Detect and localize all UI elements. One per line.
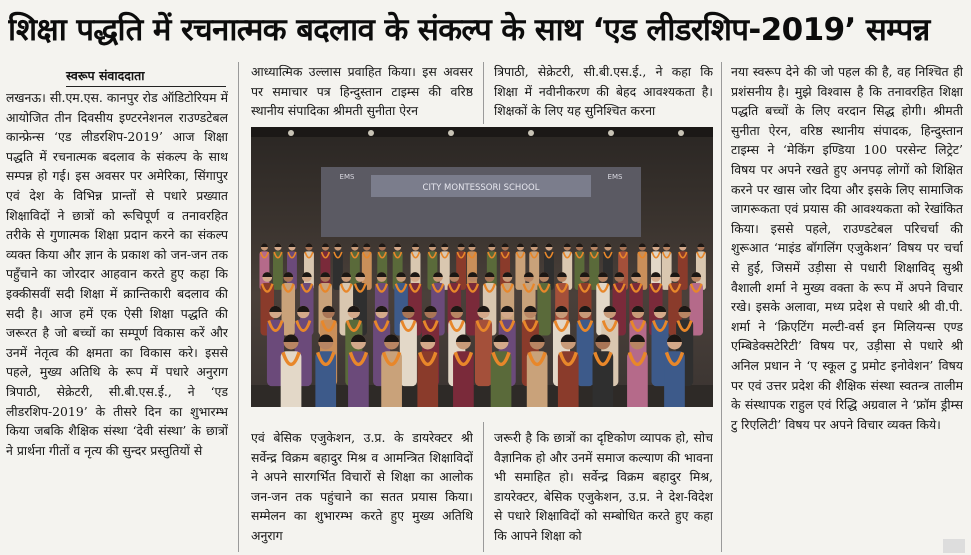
column-rule <box>238 62 239 552</box>
person-hair <box>441 243 448 247</box>
person-hair <box>305 243 312 247</box>
person-hair <box>697 243 704 247</box>
person-hair <box>564 243 571 247</box>
person-hair <box>604 243 611 247</box>
column-text: आध्यात्मिक उल्लास प्रवाहित किया। इस अवसर पर समाचार पत्र हिन्दुस्तान टाइम्स की वरिष्ठ स्थानीय संपादिका श्रीमती सुनीता ऐरन <box>251 64 473 119</box>
person-hair <box>379 243 386 247</box>
person-hair <box>652 243 659 247</box>
person-body <box>281 351 302 407</box>
person-hair <box>261 243 268 247</box>
ceiling-lights <box>251 127 713 137</box>
person-hair <box>620 243 627 247</box>
person-hair <box>591 243 598 247</box>
person-hair <box>429 243 436 247</box>
banner-center-text: CITY MONTESSORI SCHOOL <box>422 183 540 193</box>
person-hair <box>322 243 329 247</box>
person-hair <box>517 243 524 247</box>
person-hair <box>412 243 419 247</box>
person-hair <box>351 243 358 247</box>
column-text: लखनऊ। सी.एम.एस. कानपुर रोड ऑडिटोरियम में आयोजित तीन दिवसीय इण्टरनेशनल राउण्डटेबल कान्फ्रेन्स ‘एड लीडरशिप-2019’ आज शिक्षा पद्धति में रचनात्मक बदलाव के संकल्प के साथ सम्पन्न हो गई। इस अवसर पर अमेरिका, सिंगापुर एवं देश के विभिन्न प्रान्तों से पधारे प्रख्यात शिक्षाविदों ने छात्रों को रूचिपूर्ण व तनावरहित तरीके से गुणात्मक शिक्षा प्रदान करने का संकल्प व्यक्त किया और ज्ञान के प्रकाश को जन-जन तक पहुँचाने का जोरदार आहवान करते हुए कहा कि इक्कीसवीं सदी शिक्षा में क्रान्तिकारी बदलाव की सदी है। आज हमें एक ऐसी शिक्षा पद्धति की जरूरत है जो बच्चों का सम्पूर्ण विकास करें और उनमें नेतृत्व की क्षमता का विकास करे। इससे पहले, मुख्य अतिथि के रूप में पधारे अनुराग त्रिपाठी, सेक्रेटरी, सी.बी.एस.ई., ने ‘एड लीडरशिप-2019’ के तीसरे दिन का शुभारम्भ किया जबकि शैक्षिक संस्था ‘देवी संस्था’ के छात्रों ने प्रार्थना गीतों व नृत्य की सुन्दर प्रस्तुतियों से <box>6 90 228 458</box>
person-hair <box>334 243 341 247</box>
person-body <box>527 351 548 407</box>
person-body <box>381 351 402 407</box>
person-hair <box>274 243 281 247</box>
person-body <box>453 351 474 407</box>
person-hair <box>458 243 465 247</box>
column-rule <box>483 62 484 124</box>
byline: स्वरूप संवाददाता <box>66 66 226 87</box>
person-hair <box>488 243 495 247</box>
column-rule <box>721 62 722 552</box>
article-column-1 <box>6 88 228 550</box>
article-column-3-bottom <box>494 428 713 550</box>
article-column-3-top <box>494 62 713 124</box>
person-hair <box>468 243 475 247</box>
column-text: त्रिपाठी, सेक्रेटरी, सी.बी.एस.ई., ने कहा कि शिक्षा में नवीनीकरण की बेहद आवश्यकता है। शिक्षकों के लिए यह सुनिश्चित करना <box>494 64 713 119</box>
crowd <box>259 243 705 407</box>
photo-illustration <box>251 127 713 407</box>
person-hair <box>363 243 370 247</box>
person-hair <box>545 243 552 247</box>
person-body <box>558 351 579 407</box>
person-hair <box>502 243 509 247</box>
person-hair <box>639 243 646 247</box>
person-body <box>315 351 336 407</box>
event-group-photo <box>251 127 713 407</box>
banner-right-text: EMS <box>607 173 623 181</box>
article-column-4 <box>731 62 963 550</box>
column-rule <box>483 422 484 552</box>
article-column-2-top <box>251 62 473 124</box>
column-text: एवं बेसिक एजुकेशन, उ.प्र. के डायरेक्टर श्री सर्वेन्द्र विक्रम बहादुर मिश्र व आमन्त्रित शिक्षाविदों ने अपने सारगर्भित विचारों से शिक्षा का आलोक जन-जन तक पहुंचाने का सतत प्रयास किया। सम्मेलन का शुभारम्भ करते हुए मुख्य अतिथि अनुराग <box>251 430 473 543</box>
headline: शिक्षा पद्धति में रचनात्मक बदलाव के संकल्प के साथ ‘एड लीडरशिप-2019’ सम्पन्न <box>8 12 930 48</box>
person-hair <box>531 243 538 247</box>
article-column-2-bottom <box>251 428 473 550</box>
column-text: नया स्वरूप देने की जो पहल की है, वह निश्चित ही प्रशंसनीय है। मुझे विश्वास है कि तनावरहित शिक्षा पद्धति बच्चों के लिए वरदान सिद्ध होगी। श्रीमती सुनीता ऐरन, वरिष्ठ स्थानीय संपादक, हिन्दुस्तान टाइम्स ने ‘मेकिंग इण्डिया 100 परसेन्ट लिट्रेट’ विषय पर अपने रखते हुए अनपढ़ लोगों को शिक्षित करने पर खास जोर दिया और इसके लिए सामाजिक जागरूकता एवं प्रयास की आवश्यकता को रेखांकित किया। इससे पहले, राउण्डटेबल परिचर्चा की शुरूआत ‘माइंड बॉगलिंग एजुकेशन’ विषय पर चर्चा से हुई, जिसमें उड़ीसा से पधारी शिक्षाविद् सुश्री वैशाली शर्मा ने मुख्य वक्ता के रूप में अपने विचार रखे। इसके अलावा, मध्य प्रदेश से पधारे श्री वी.पी. शर्मा ने ‘क्रिएटिंग मल्टी-वर्स इन मिलियन्स एण्ड एम्बिडेक्सटेरिटी’ विषय पर, उड़ीसा से पधारे श्री अनिल प्रधान ने ‘ए स्कूल टु प्रमोट इनोवेशन’ विषय पर एवं उत्तर प्रदेश की शैक्षिक संस्था स्वतन्त्र तालीम के संस्थापक राहुल एवं रिद्धि अग्रवाल ने ‘फ्रॉम ड्रीम्स टु रिएलिटी’ विषय पर अपने विचार व्यक्त किये। <box>731 64 963 432</box>
person-body <box>348 351 369 407</box>
person-body <box>627 351 648 407</box>
person-hair <box>288 243 295 247</box>
banner-left-text: EMS <box>339 173 355 181</box>
person-hair <box>394 243 401 247</box>
person-body <box>491 351 512 407</box>
person-body <box>417 351 438 407</box>
person-body <box>592 351 613 407</box>
person-hair <box>679 243 686 247</box>
page-corner-mark <box>943 539 965 553</box>
person-hair <box>663 243 670 247</box>
column-text: जरूरी है कि छात्रों का दृष्टिकोण व्यापक हो, सोच वैज्ञानिक हो और उनमें समाज कल्याण की भावना भी समाहित हो। सर्वेन्द्र विक्रम बहादुर मिश्र, डायरेक्टर, बेसिक एजुकेशन, उ.प्र. ने देश-विदेश से पधारे शिक्षाविदों को सम्बोधित करते हुए कहा कि आपने शिक्षा को <box>494 430 713 543</box>
person-hair <box>576 243 583 247</box>
person-body <box>664 351 685 407</box>
